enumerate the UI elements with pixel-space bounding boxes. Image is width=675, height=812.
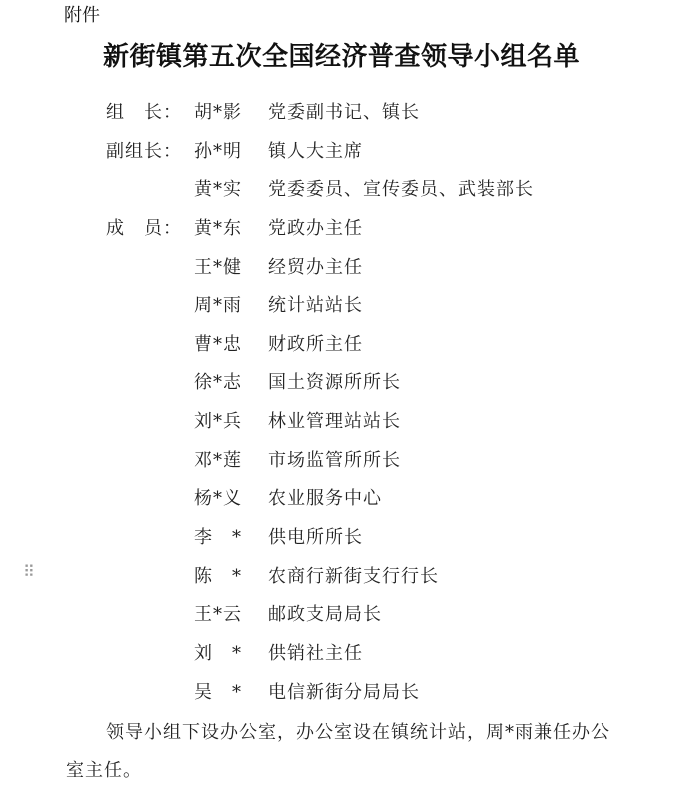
member-title: 邮政支局局长 (268, 604, 382, 626)
role-label: 成 员： (106, 217, 182, 239)
member-title: 镇人大主席 (268, 140, 363, 162)
member-name: 吴 * (194, 681, 242, 703)
member-name: 刘 * (194, 642, 242, 664)
member-row (0, 364, 675, 403)
member-title: 林业管理站站长 (268, 411, 401, 433)
member-row (0, 480, 675, 519)
member-row (0, 210, 675, 249)
member-row (0, 326, 675, 365)
role-label: 副组长： (106, 140, 182, 162)
member-row (0, 674, 675, 713)
member-name: 黄*东 (194, 217, 242, 239)
member-title: 电信新街分局局长 (268, 681, 420, 703)
member-name: 曹*忠 (194, 333, 242, 355)
member-row (0, 133, 675, 172)
member-title: 经贸办主任 (268, 256, 363, 278)
member-title: 国土资源所所长 (268, 372, 401, 394)
member-name: 王*云 (194, 604, 242, 626)
member-row (0, 249, 675, 288)
member-name: 李 * (194, 527, 242, 549)
drag-handle-icon[interactable]: ⠿ (23, 562, 32, 581)
member-name: 黄*实 (194, 179, 242, 201)
document-title: 新街镇第五次全国经济普查领导小组名单 (102, 42, 580, 72)
member-row (0, 403, 675, 442)
member-title: 党政办主任 (268, 217, 363, 239)
member-title: 财政所主任 (268, 333, 363, 355)
member-name: 王*健 (194, 256, 242, 278)
member-row (0, 596, 675, 635)
member-name: 胡*影 (194, 102, 242, 123)
member-title: 市场监管所所长 (268, 449, 401, 471)
member-row (0, 171, 675, 210)
member-title: 农业服务中心 (268, 488, 382, 510)
member-title: 党委委员、宣传委员、武装部长 (268, 179, 534, 201)
member-name: 邓*莲 (194, 449, 242, 471)
member-title: 供销社主任 (268, 642, 363, 664)
member-row (0, 442, 675, 481)
member-row (0, 519, 675, 558)
member-title: 党委副书记、镇长 (268, 102, 420, 123)
member-title: 供电所所长 (268, 527, 363, 549)
attachment-label: 附件 (64, 5, 100, 26)
member-list (0, 94, 675, 712)
member-row (0, 287, 675, 326)
member-title: 农商行新街支行行长 (268, 565, 439, 587)
member-name: 周*雨 (194, 295, 242, 317)
member-row (0, 558, 675, 597)
member-row (0, 635, 675, 674)
member-title: 统计站站长 (268, 295, 363, 317)
member-row (0, 94, 675, 133)
member-name: 孙*明 (194, 140, 242, 162)
member-name: 杨*义 (194, 488, 242, 510)
role-label: 组 长： (106, 102, 182, 123)
member-name: 刘*兵 (194, 411, 242, 433)
member-name: 陈 * (194, 565, 242, 587)
closing-paragraph: 领导小组下设办公室，办公室设在镇统计站，周*雨兼任办公室主任。 (66, 722, 610, 781)
member-name: 徐*志 (194, 372, 242, 394)
